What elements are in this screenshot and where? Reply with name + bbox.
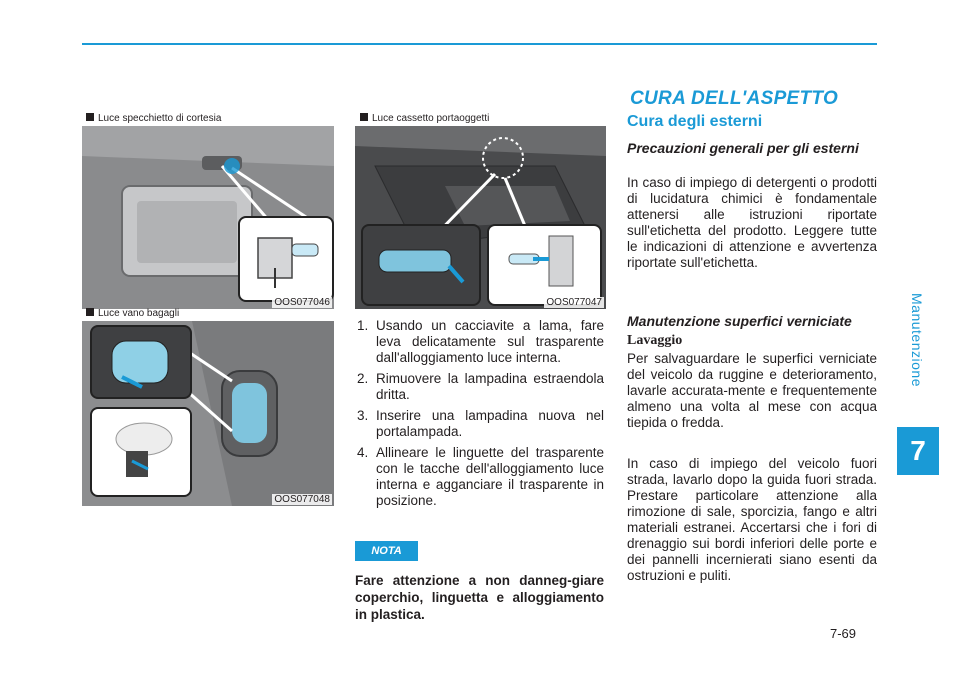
- luggage-lens-inset: [90, 325, 192, 399]
- subsection-title: Cura degli esterni: [627, 113, 763, 130]
- nota-badge: NOTA: [355, 541, 418, 561]
- heading-washing: Lavaggio: [627, 333, 683, 348]
- list-item: 4. Allineare le linguette del trasparente con le tacche dell'alloggiamento luce interna e agganciare il trasparente in posizione.: [357, 445, 604, 508]
- heading-general-precautions: Precauzioni generali per gli esterni: [627, 140, 859, 156]
- figure-glovebox-light: [355, 126, 606, 309]
- paragraph-offroad: In caso di impiego del veicolo fuori strada, lavarlo dopo la guida fuori strada. Prestare particolare attenzione alla rimozione di sale, sporcizia, fango e altri materiali estranei. Accertarsi che i fori di drenaggio sui bordi inferiori delle porte e dei pannelli incernierati siano esenti da ostruzioni e puliti.: [627, 456, 877, 583]
- bulb-replacement-steps: [357, 318, 604, 514]
- figure-luggage-light: [82, 321, 334, 506]
- figure-code-glovebox: OOS077047: [546, 297, 602, 308]
- vanity-light-detail-inset: [238, 216, 334, 302]
- list-item: 2. Rimuovere la lampadina estraendola dritta.: [357, 371, 604, 402]
- nota-text: Fare attenzione a non danneg-giare coperchio, linguetta e alloggiamento in plastica.: [355, 573, 604, 622]
- lens-pry-illustration: [92, 327, 190, 397]
- luggage-bulb-inset: [90, 407, 192, 497]
- list-item: 1. Usando un cacciavite a lama, fare leva delicatamente sul trasparente dall'alloggiamento luce interna.: [357, 318, 604, 365]
- glovebox-lens-illustration: [363, 226, 479, 304]
- section-title: CURA DELL'ASPETTO: [630, 88, 839, 109]
- paragraph-washing: Per salvaguardare le superfici verniciate del veicolo da ruggine e deterioramento, lavarle accurata-mente e frequentemente almeno una volta al mese con acqua tiepida o fredda.: [627, 351, 877, 430]
- top-rule: [82, 43, 877, 45]
- chapter-number-badge: 7: [897, 427, 939, 475]
- figure-caption-vanity-light: Luce specchietto di cortesia: [86, 113, 221, 124]
- list-item: 3. Inserire una lampadina nuova nel portalampada.: [357, 408, 604, 439]
- figure-caption-luggage-light: Luce vano bagagli: [86, 308, 179, 319]
- bulb-detail-illustration: [240, 218, 332, 300]
- glovebox-bulb-illustration: [489, 226, 600, 304]
- figure-code-luggage: OOS077048: [274, 494, 330, 505]
- heading-painted-surfaces: Manutenzione superfici verniciate: [627, 313, 852, 329]
- glovebox-bulb-inset: [487, 224, 602, 306]
- sidebar-section-label: Manutenzione: [909, 293, 925, 387]
- page-number: 7-69: [830, 626, 857, 641]
- paragraph-precautions: In caso di impiego di detergenti o prodotti di lucidatura chimici è fondamentale attenersi alle istruzioni riportate sull'etichetta del prodotto. Leggere tutte le indicazioni di attenzione e avvertenza riportate sull'etichetta.: [627, 175, 877, 270]
- figure-vanity-mirror-light: [82, 126, 334, 309]
- glovebox-lens-inset: [361, 224, 481, 306]
- luggage-bulb-illustration: [92, 409, 190, 495]
- figure-code-vanity: OOS077046: [274, 297, 330, 308]
- figure-caption-glovebox-light: Luce cassetto portaoggetti: [360, 113, 489, 124]
